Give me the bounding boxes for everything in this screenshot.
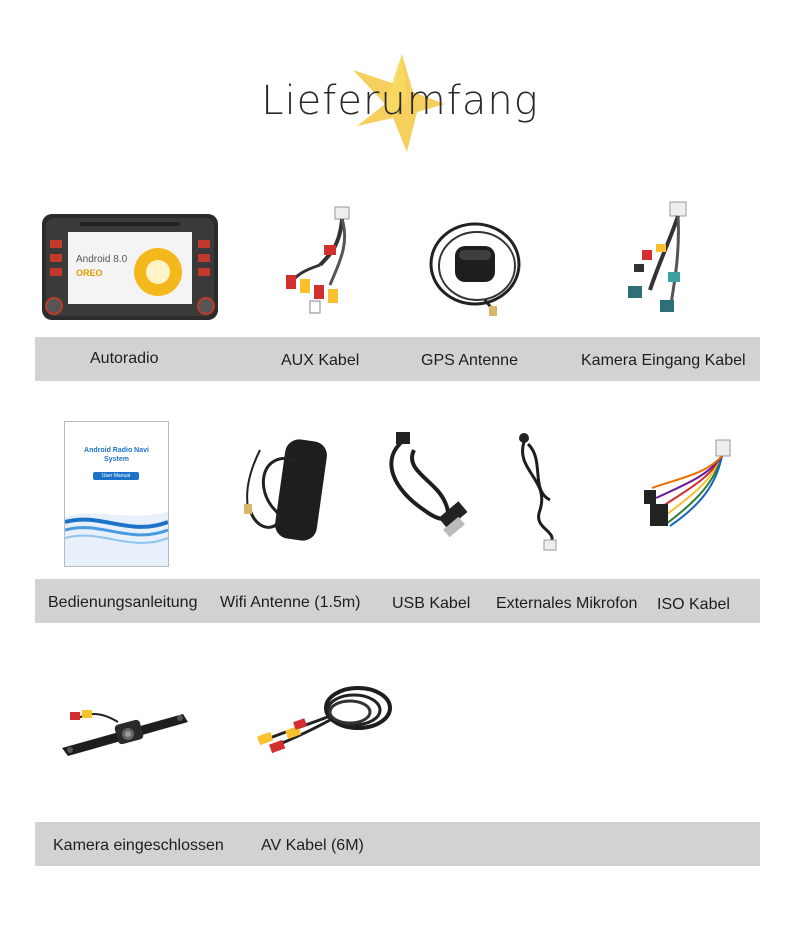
usb-cable-image <box>384 430 474 548</box>
product-label: Bedienungsanleitung <box>48 594 198 611</box>
product-label: Kamera Eingang Kabel <box>581 352 746 369</box>
product-label: AV Kabel (6M) <box>261 837 364 854</box>
microphone-cable-image <box>510 430 590 555</box>
product-label: Wifi Antenne (1.5m) <box>220 594 361 611</box>
product-label: Kamera eingeschlossen <box>53 837 224 854</box>
product-label: GPS Antenne <box>421 352 518 369</box>
iso-cable-image <box>640 438 740 538</box>
rear-camera-image <box>58 700 193 760</box>
radio-screen-line1: Android 8.0 <box>76 254 128 265</box>
product-label: Externales Mikrofon <box>496 595 638 612</box>
product-label: USB Kabel <box>392 595 471 612</box>
product-label: AUX Kabel <box>281 352 360 369</box>
user-manual-image <box>64 421 169 567</box>
gps-antenna-image <box>425 212 525 317</box>
product-label: ISO Kabel <box>657 596 730 613</box>
manual-title: Android Radio Navi System <box>84 447 149 463</box>
car-radio-image <box>40 212 220 324</box>
manual-subtitle: User Manual <box>101 473 131 479</box>
product-label: Autoradio <box>90 350 159 367</box>
camera-input-cable-image <box>620 200 700 325</box>
aux-cable-image <box>280 205 365 320</box>
page-title: Lieferumfang <box>261 78 539 124</box>
radio-screen-line2: OREO <box>76 268 103 278</box>
wifi-antenna-image <box>240 430 345 550</box>
av-cable-image <box>250 680 395 758</box>
